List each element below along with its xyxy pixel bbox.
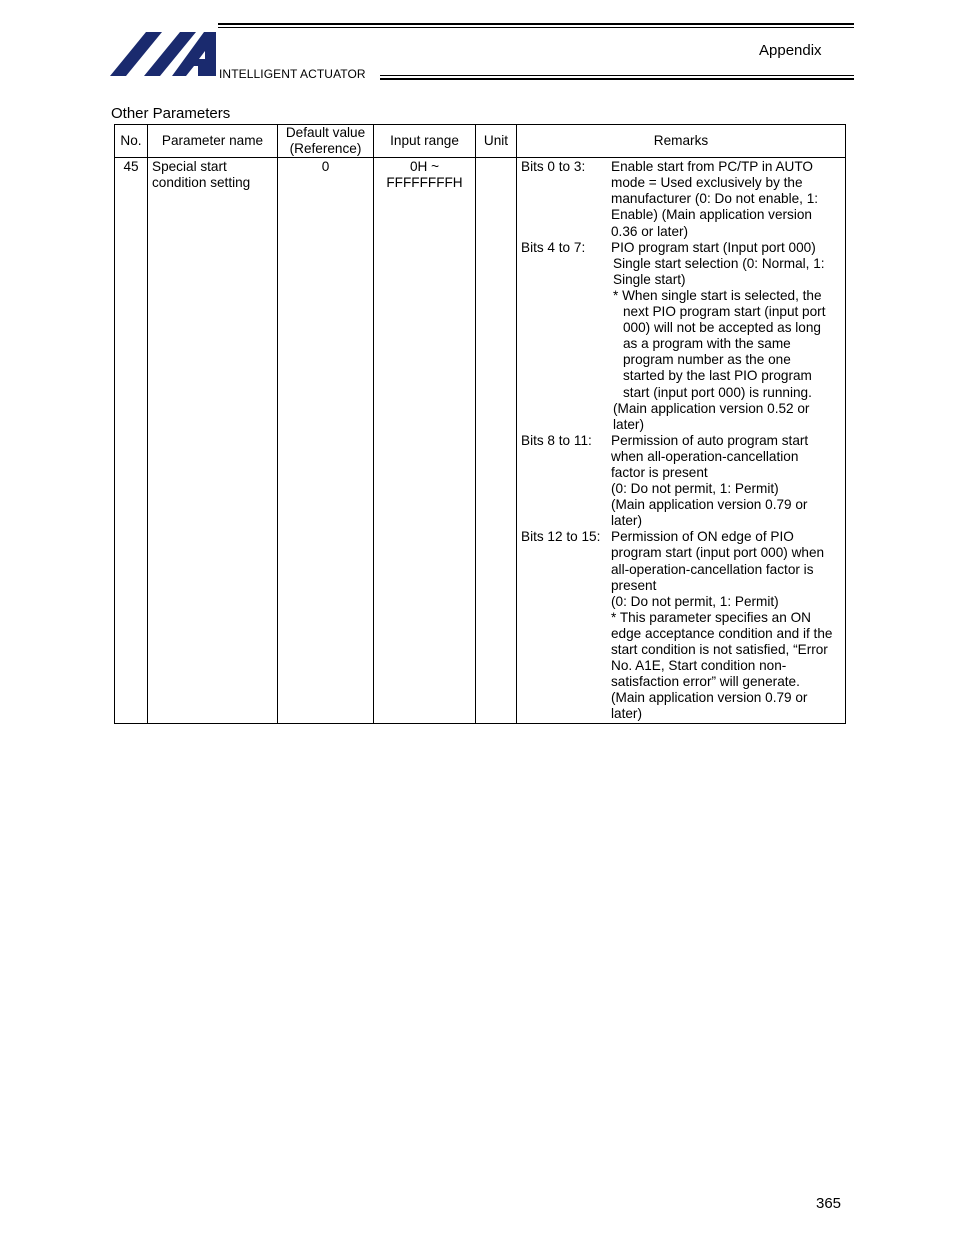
remark-line: (Main application version 0.79 or	[611, 497, 808, 513]
remark-line: Single start)	[613, 271, 686, 287]
remark-line: mode = Used exclusively by the	[611, 175, 803, 191]
remark-line: manufacturer (0: Do not enable, 1:	[611, 191, 819, 207]
name-line: Special start	[152, 159, 227, 175]
header-rule-bottom-thin	[380, 75, 854, 76]
header-rule-top-thin	[218, 27, 854, 28]
remark-bits-label: Bits 12 to 15:	[521, 529, 601, 545]
cell-parameter-name	[148, 158, 278, 724]
remark-line: (0: Do not permit, 1: Permit)	[611, 481, 779, 497]
remark-line: PIO program start (Input port 000)	[611, 239, 816, 255]
remark-description	[611, 159, 843, 239]
remark-line: Enable start from PC/TP in AUTO	[611, 159, 813, 175]
page-number: 365	[816, 1195, 842, 1212]
remark-line: edge acceptance condition and if the	[611, 625, 833, 641]
remark-line: (Main application version 0.79 or	[611, 690, 808, 706]
section-header: Appendix	[759, 42, 822, 59]
remark-line: Enable) (Main application version	[611, 207, 812, 223]
remark-item	[521, 159, 845, 239]
table-row	[115, 158, 846, 724]
range-line: FFFFFFFFH	[386, 175, 463, 191]
remark-line: present	[611, 577, 657, 593]
remark-bits-label: Bits 0 to 3:	[521, 159, 586, 175]
remark-item	[521, 240, 845, 433]
remark-line: * When single start is selected, the	[613, 287, 822, 303]
iai-logo	[110, 31, 216, 77]
remark-line: program start (input port 000) when	[611, 545, 825, 561]
brand-name: INTELLIGENT ACTUATOR	[219, 67, 366, 81]
remark-line: started by the last PIO program	[623, 368, 812, 384]
header-input-range: Input range	[374, 125, 476, 158]
remark-line: satisfaction error” will generate.	[611, 674, 800, 690]
remark-line: * This parameter specifies an ON	[611, 609, 811, 625]
remark-line: later)	[611, 513, 642, 529]
remark-line: (Main application version 0.52 or	[613, 400, 810, 416]
remark-item	[521, 529, 845, 722]
cell-default: 0	[278, 158, 374, 724]
header-rule-bottom	[380, 78, 854, 80]
remarks-list	[517, 159, 845, 722]
section-title: Other Parameters	[111, 105, 231, 122]
table-header-row	[115, 125, 846, 158]
cell-remarks	[517, 158, 846, 724]
header-parameter-name: Parameter name	[148, 125, 278, 158]
remark-line: program number as the one	[623, 352, 791, 368]
remark-line: factor is present	[611, 464, 708, 480]
remark-line: when all-operation-cancellation	[611, 448, 799, 464]
cell-input-range	[374, 158, 476, 724]
remark-bits-label: Bits 4 to 7:	[521, 239, 586, 255]
remark-line: 000) will not be accepted as long	[623, 320, 821, 336]
range-line: 0H ~	[409, 159, 440, 175]
remark-line: later)	[611, 706, 642, 722]
remark-line: all-operation-cancellation factor is	[611, 561, 814, 577]
remark-line: as a program with the same	[623, 336, 791, 352]
remark-line: 0.36 or later)	[611, 223, 689, 239]
header-default-value	[278, 125, 374, 158]
remark-bits-label: Bits 8 to 11:	[521, 432, 592, 448]
remark-line: Permission of ON edge of PIO	[611, 529, 794, 545]
remark-line: Permission of auto program start	[611, 432, 809, 448]
header-rule-top	[218, 23, 854, 25]
remark-line: start condition is not satisfied, “Error	[611, 642, 828, 657]
remark-description	[611, 433, 843, 530]
name-line: condition setting	[152, 175, 251, 191]
remark-line: No. A1E, Start condition non-	[611, 658, 787, 674]
header-default-line: (Reference)	[289, 141, 362, 157]
remark-description	[611, 529, 843, 722]
cell-no: 45	[115, 158, 148, 724]
parameters-table	[114, 124, 846, 724]
remark-line: next PIO program start (input port	[623, 304, 826, 320]
remark-item	[521, 433, 845, 530]
remark-line: (0: Do not permit, 1: Permit)	[611, 593, 779, 609]
remark-line: later)	[613, 416, 644, 432]
header-default-line: Default value	[285, 125, 366, 140]
header-unit: Unit	[476, 125, 517, 158]
remark-line: start (input port 000) is running.	[623, 384, 812, 400]
remark-description	[611, 240, 843, 433]
remark-line: Single start selection (0: Normal, 1:	[613, 255, 825, 271]
header-remarks: Remarks	[517, 125, 846, 158]
header-no: No.	[115, 125, 148, 158]
cell-unit	[476, 158, 517, 724]
